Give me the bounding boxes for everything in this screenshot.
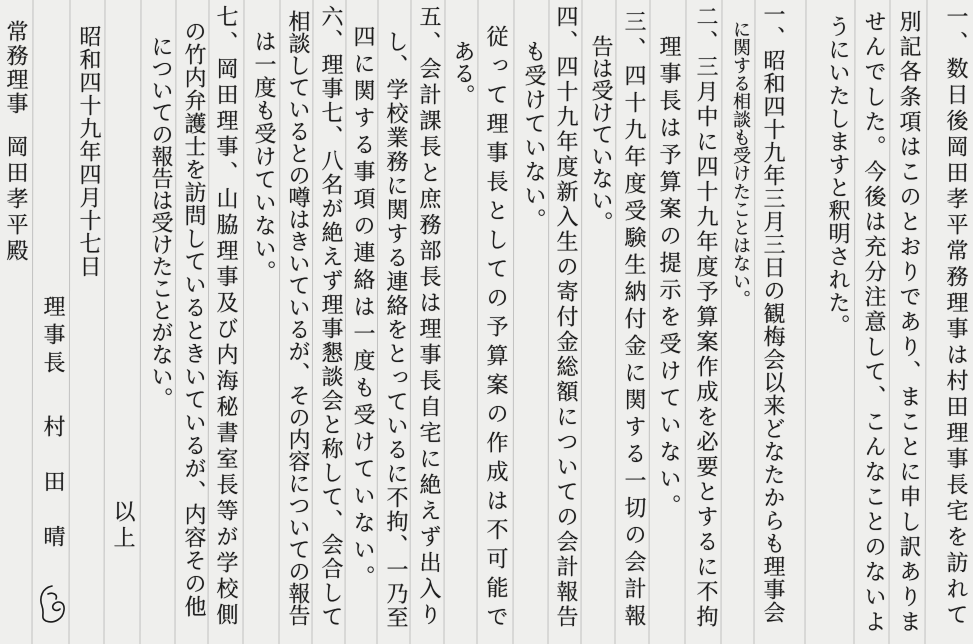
preamble-line-3: せんでした。今後は充分注意して、こんなことのないよ (861, 10, 886, 635)
item-6-line-3: は一度も受けていない。 (251, 30, 276, 283)
item-4-line-3: 従って理事長としての予算案の作成は不可能で (483, 25, 508, 634)
addressee-name: 岡田孝平殿 (3, 135, 28, 265)
item-3-line-1: 三、四十九年度受験生納付金に関する一切の会計報 (621, 10, 646, 631)
item-1-line-1: 一、昭和四十九年三月三日の観梅会以来どなたからも理事会 (760, 3, 785, 624)
item-7-line-1: 七、岡田理事、山脇理事及び内海秘書室長等が学校側 (213, 5, 238, 629)
item-7-line-2: の竹内弁護士を訪問しているときいているが、内容その他 (181, 20, 206, 618)
item-1-line-2: に関する相談も受けたことはない。 (730, 20, 751, 308)
signatory-title: 理事長 (40, 295, 65, 379)
item-7-line-3: についての報告は受けたことがない。 (148, 35, 173, 409)
seal-stamp (36, 582, 68, 624)
item-6-line-1: 六、理事七、八名が絶えず理事懇談会と称して、会合して (318, 5, 343, 629)
preamble-line-1: 一、数日後岡田孝平常務理事は村田理事長宅を訪れて (943, 5, 968, 629)
item-2-line-1: 二、三月中に四十九年度予算案作成を必要とするに不拘 (693, 5, 718, 630)
item-5-line-1: 五、会計課長と庶務部長は理事長自宅に絶えず出入り (416, 5, 441, 629)
addressee-title: 常務理事 (3, 20, 28, 116)
item-5-line-2: し、学校業務に関する連絡をとっているに不拘、一乃至 (383, 30, 408, 630)
preamble-line-4: うにいたしますと釈明された。 (825, 15, 850, 337)
item-4-line-4: ある。 (450, 40, 475, 106)
item-4-line-1: 四、四十九年度新入生の寄付金総額についての会計報告 (553, 5, 578, 630)
item-3-line-2: 告は受けていない。 (588, 35, 613, 233)
item-6-line-2: 相談しているとの噂はきいているが、その内容についての報告 (285, 10, 310, 626)
closing-mark: 以上 (110, 500, 135, 552)
preamble-line-2: 別記各条項はこのとおりであり、まことに申し訳ありま (896, 10, 921, 635)
document-date: 昭和四十九年四月十七日 (76, 25, 101, 278)
item-5-line-3: 四に関する事項の連絡は一度も受けていない。 (350, 25, 375, 592)
signatory-name: 村田晴 (40, 415, 65, 580)
item-4-line-2: も受けていない。 (521, 40, 546, 232)
item-2-line-2: 理事長は予算案の提示を受けていない。 (656, 35, 681, 521)
